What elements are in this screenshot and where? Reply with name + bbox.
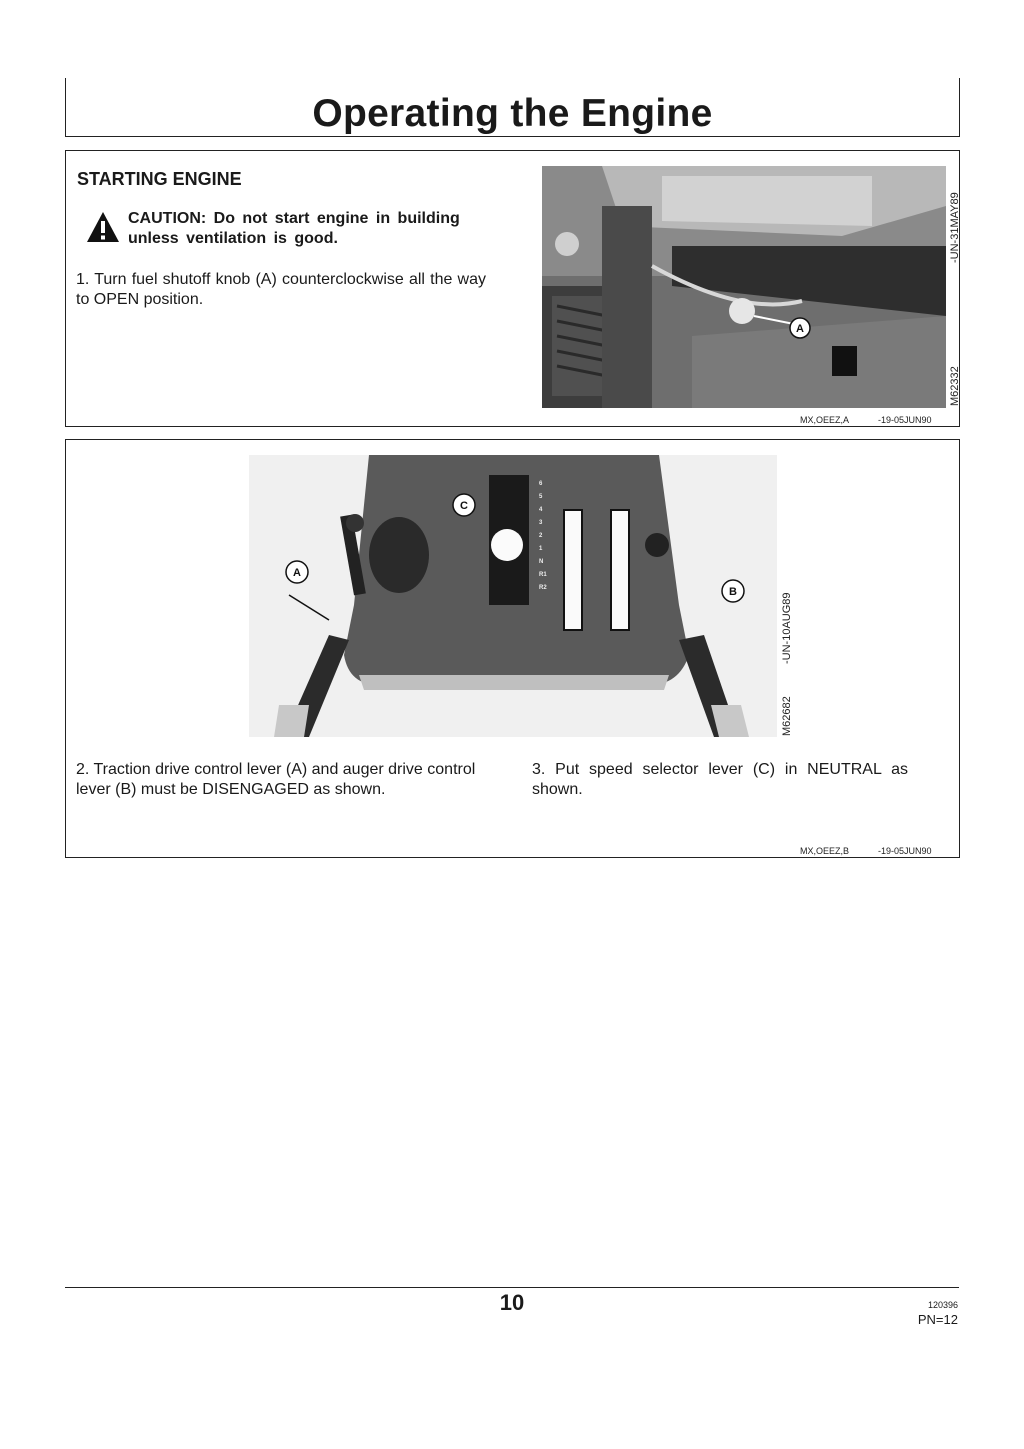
doc-code: 120396	[927, 1300, 958, 1310]
caution-text: CAUTION: Do not start engine in building unless ventilation is good.	[128, 210, 460, 247]
gear-label: R1	[539, 572, 547, 578]
gear-label: 5	[539, 494, 543, 500]
photo-id-label: M62682	[781, 696, 793, 736]
ref-date: -19-05JUN90	[878, 846, 932, 856]
step-2-text: 2. Traction drive control lever (A) and auger drive control lever (B) must be DISENGAGED as shown.	[76, 761, 476, 798]
gear-label: 2	[539, 533, 543, 539]
ref-date: -19-05JUN90	[878, 415, 932, 425]
step-3-text: 3. Put speed selector lever (C) in NEUTRAL as shown.	[532, 761, 908, 798]
section-heading: STARTING ENGINE	[77, 169, 242, 189]
starting-engine-section	[65, 150, 960, 427]
pn-label: PN=12	[917, 1312, 958, 1327]
callout-b-label: B	[729, 586, 737, 598]
step-1-text: 1. Turn fuel shutoff knob (A) counterclockwise all the way to OPEN position.	[76, 271, 486, 308]
warning-icon	[86, 211, 120, 243]
page-number: 10	[499, 1290, 525, 1315]
caution-notice	[86, 209, 486, 249]
fuel-shutoff-photo	[542, 166, 946, 408]
gear-label: 4	[539, 507, 543, 513]
page-title: Operating the Engine	[312, 92, 713, 135]
gear-label: 1	[539, 546, 543, 552]
control-levers-section	[65, 439, 960, 858]
callout-a-label: A	[796, 323, 804, 335]
photo-date-label: -UN-31MAY89	[949, 192, 961, 263]
callout-c-label: C	[460, 500, 468, 512]
footer-rule	[65, 1287, 959, 1288]
photo-date-label: -UN-10AUG89	[781, 592, 793, 664]
gear-label: N	[539, 559, 544, 565]
gear-label: R2	[539, 585, 547, 591]
ref-code: MX,OEEZ,B	[800, 846, 850, 856]
title-box	[65, 78, 960, 137]
ref-code: MX,OEEZ,A	[800, 415, 850, 425]
gear-label: 3	[539, 520, 543, 526]
control-panel-photo	[249, 455, 777, 737]
callout-a-label: A	[293, 567, 301, 579]
photo-id-label: M62332	[949, 366, 961, 406]
gear-label: 6	[539, 481, 543, 487]
